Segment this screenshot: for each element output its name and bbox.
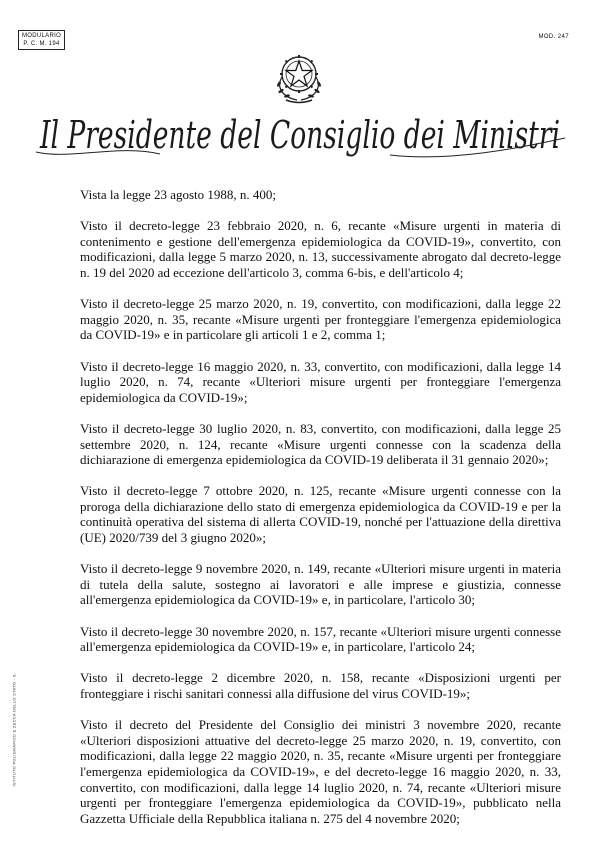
form-code-line-2: P. C. M. 194 xyxy=(23,41,60,47)
paragraph: Visto il decreto-legge 23 febbraio 2020, n. 6, recante «Misure urgenti in materia di contenimento e gestione dell'emergenza epidemiologica da COVID-19», convertito, con modificazioni, dalla legge 5 marzo 2020, n. 13, successivamente abrogato dal decreto-legge n. 19 del 2020 ad eccezione dell'articolo 3, comma 6-bis, e dell'articolo 4; xyxy=(80,218,561,280)
italian-republic-emblem-icon xyxy=(268,47,330,105)
form-code-line-1: MODULARIO xyxy=(22,33,62,39)
paragraph: Vista la legge 23 agosto 1988, n. 400; xyxy=(80,187,276,202)
paragraph: Visto il decreto-legge 16 maggio 2020, n. 33, convertito, con modificazioni, dalla legge 14 luglio 2020, n. 74, recante «Ulteriori misure urgenti per fronteggiare l'emergenza epidemiologica da COVID-19»; xyxy=(80,358,561,405)
page-title-text: Il Presidente del Consiglio dei Ministri xyxy=(39,113,561,157)
paragraph: Visto il decreto-legge 25 marzo 2020, n. 19, convertito, con modificazioni, dalla legge 22 maggio 2020, n. 35, recante «Misure urgenti per fronteggiare l'emergenza epidemiologica da COVID-19» e in particolare gli articoli 1 e 2, comma 1; xyxy=(80,296,561,343)
paragraph: Visto il decreto-legge 2 dicembre 2020, n. 158, recante «Disposizioni urgenti per fronteggiare i rischi sanitari connessi alla diffusione del virus COVID-19»; xyxy=(80,670,561,701)
page-title xyxy=(30,108,570,168)
paragraph: Visto il decreto-legge 9 novembre 2020, n. 149, recante «Ulteriori misure urgenti in materia di tutela della salute, sostegno ai lavoratori e alle imprese e giustizia, connesse all'emergenza epidemiologica da COVID-19» e, in particolare, l'articolo 30; xyxy=(80,561,561,608)
paragraph: Visto il decreto-legge 30 novembre 2020, n. 157, recante «Ulteriori misure urgenti connesse all'emergenza epidemiologica da COVID-19» e, in particolare, l'articolo 24; xyxy=(80,623,561,655)
paragraph: Visto il decreto-legge 7 ottobre 2020, n. 125, recante «Misure urgenti connesse con la proroga della dichiarazione dello stato di emergenza epidemiologica da COVID-19 e per la continuità operativa del sistema di allerta COVID-19, nonché per l'attuazione della direttiva (UE) 2020/739 del 3 giugno 2020»; xyxy=(80,483,561,546)
document-body xyxy=(80,187,561,842)
paragraph: Visto il decreto-legge 30 luglio 2020, n. 83, convertito, con modificazioni, dalla legge 25 settembre 2020, n. 124, recante «Misure urgenti connesse con la scadenza della dichiarazione di emergenza epidemiologica da COVID-19 deliberata il 31 gennaio 2020»; xyxy=(80,420,561,468)
paragraph: Visto il decreto del Presidente del Consiglio dei ministri 3 novembre 2020, recante «Ulteriori disposizioni attuative del decreto-legge 25 marzo 2020, n. 19, convertito, con modificazioni, dalla legge 22 maggio 2020, n. 35, recante «Misure urgenti per fronteggiare l'emergenza epidemiologica da COVID-19», e del decreto-legge 16 maggio 2020, n. 33, convertito, con modificazioni, dalla legge 14 luglio 2020, n. 74, recante «Ulteriori misure urgenti per fronteggiare l'emergenza epidemiologica da COVID-19», pubblicato nella Gazzetta Ufficiale della Repubblica italiana n. 275 del 4 novembre 2020; xyxy=(80,717,561,826)
form-model-number: MOD. 247 xyxy=(538,34,569,40)
printer-side-note-text: ISTITUTO POLIGRAFICO E ZECCA DELLO STATO - S. xyxy=(11,672,17,787)
printer-side-note xyxy=(6,612,17,792)
form-code-box xyxy=(18,30,65,50)
